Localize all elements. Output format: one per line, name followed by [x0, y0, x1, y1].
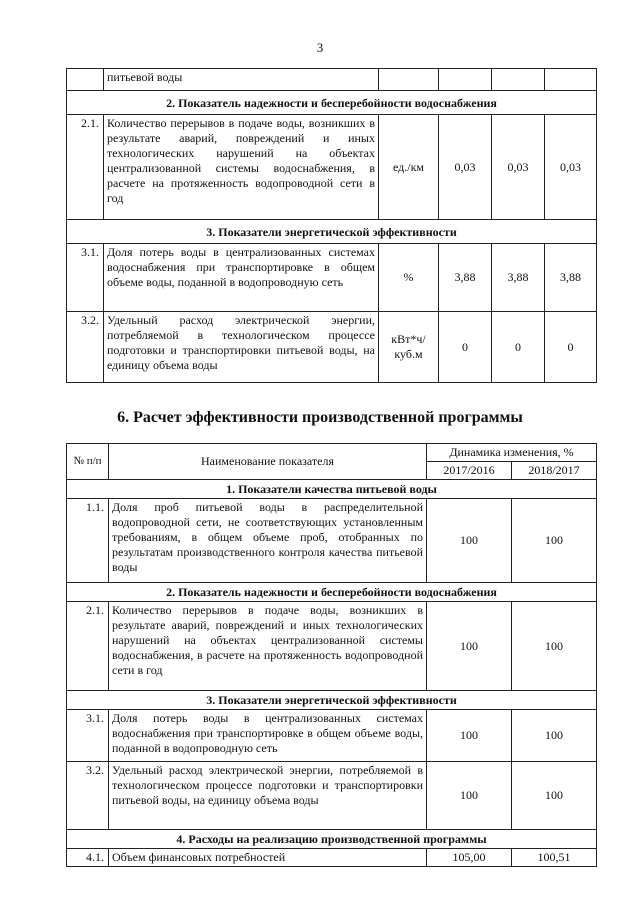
- indicator-name: Доля потерь воды в централизованных системах водоснабжения при транспортировке в общем объеме воды, поданной в водопроводную сеть: [109, 710, 427, 762]
- value: 0,03: [492, 115, 545, 220]
- indicator-name: Доля проб питьевой воды в распределительной водопроводной сети, не соответствующих установленным требованиям, в общем объеме проб, отобранных по результатам производственного контроля качества питьевой воды: [109, 499, 427, 583]
- value: 100: [427, 762, 512, 830]
- value: 0,03: [439, 115, 492, 220]
- efficiency-table: [66, 443, 597, 867]
- indicator-name: Доля потерь воды в централизованных системах водоснабжения при транспортировке в общем объеме воды, поданной в водопроводную сеть: [104, 244, 379, 312]
- value: 0: [492, 312, 545, 383]
- value: 0,03: [545, 115, 597, 220]
- header-number: № п/п: [67, 444, 109, 480]
- value: 100: [512, 762, 597, 830]
- indicator-name: Количество перерывов в подаче воды, возникших в результате аварий, повреждений и иных технологических нарушений на объектах централизованной системы водоснабжения, в расчете на протяженность водопроводной сети в год: [104, 115, 379, 220]
- value: 100: [512, 602, 597, 691]
- row-number: 4.1.: [67, 849, 109, 867]
- row-number: 2.1.: [67, 602, 109, 691]
- value: 3,88: [545, 244, 597, 312]
- value: 100,51: [512, 849, 597, 867]
- indicator-name: Удельный расход электрической энергии, потребляемой в технологическом процессе подготовки и транспортировки питьевой воды, на единицу объема воды: [109, 762, 427, 830]
- value: 100: [512, 499, 597, 583]
- indicator-name: Объем финансовых потребностей: [109, 849, 427, 867]
- cell-text: питьевой воды: [104, 69, 379, 91]
- section-heading: 1. Показатели качества питьевой воды: [67, 480, 597, 499]
- section-heading: 2. Показатель надежности и бесперебойности водоснабжения: [67, 91, 597, 115]
- indicators-table: [66, 68, 597, 383]
- header-year: 2017/2016: [427, 462, 512, 480]
- value: 3,88: [492, 244, 545, 312]
- indicator-name: Количество перерывов в подаче воды, возникших в результате аварий, повреждений и иных технологических нарушений на объектах централизованной системы водоснабжения, в расчете на протяженность водопроводной сети в год: [109, 602, 427, 691]
- row-number: 3.2.: [67, 312, 104, 383]
- section-heading: 4. Расходы на реализацию производственной программы: [67, 830, 597, 849]
- row-number: 3.2.: [67, 762, 109, 830]
- value: 100: [427, 499, 512, 583]
- header-year: 2018/2017: [512, 462, 597, 480]
- indicator-name: Удельный расход электрической энергии, потребляемой в технологическом процессе подготовки и транспортировки питьевой воды, на единицу объема воды: [104, 312, 379, 383]
- section-heading: 3. Показатели энергетической эффективности: [67, 220, 597, 244]
- header-name: Наименование показателя: [109, 444, 427, 480]
- value: 100: [427, 710, 512, 762]
- row-number: 3.1.: [67, 710, 109, 762]
- unit: ед./км: [379, 115, 439, 220]
- unit: кВт*ч/ куб.м: [379, 312, 439, 383]
- page-number: 3: [316, 40, 324, 55]
- header-dynamics: Динамика изменения, %: [427, 444, 597, 462]
- value: 3,88: [439, 244, 492, 312]
- value: 100: [427, 602, 512, 691]
- value: 105,00: [427, 849, 512, 867]
- value: 0: [545, 312, 597, 383]
- section-heading-6: 6. Расчет эффективности производственной программы: [117, 409, 523, 426]
- value: 100: [512, 710, 597, 762]
- section-heading: 2. Показатель надежности и бесперебойности водоснабжения: [67, 583, 597, 602]
- value: 0: [439, 312, 492, 383]
- row-number: 3.1.: [67, 244, 104, 312]
- section-heading: 3. Показатели энергетической эффективности: [67, 691, 597, 710]
- row-number: 2.1.: [67, 115, 104, 220]
- row-number: 1.1.: [67, 499, 109, 583]
- unit: %: [379, 244, 439, 312]
